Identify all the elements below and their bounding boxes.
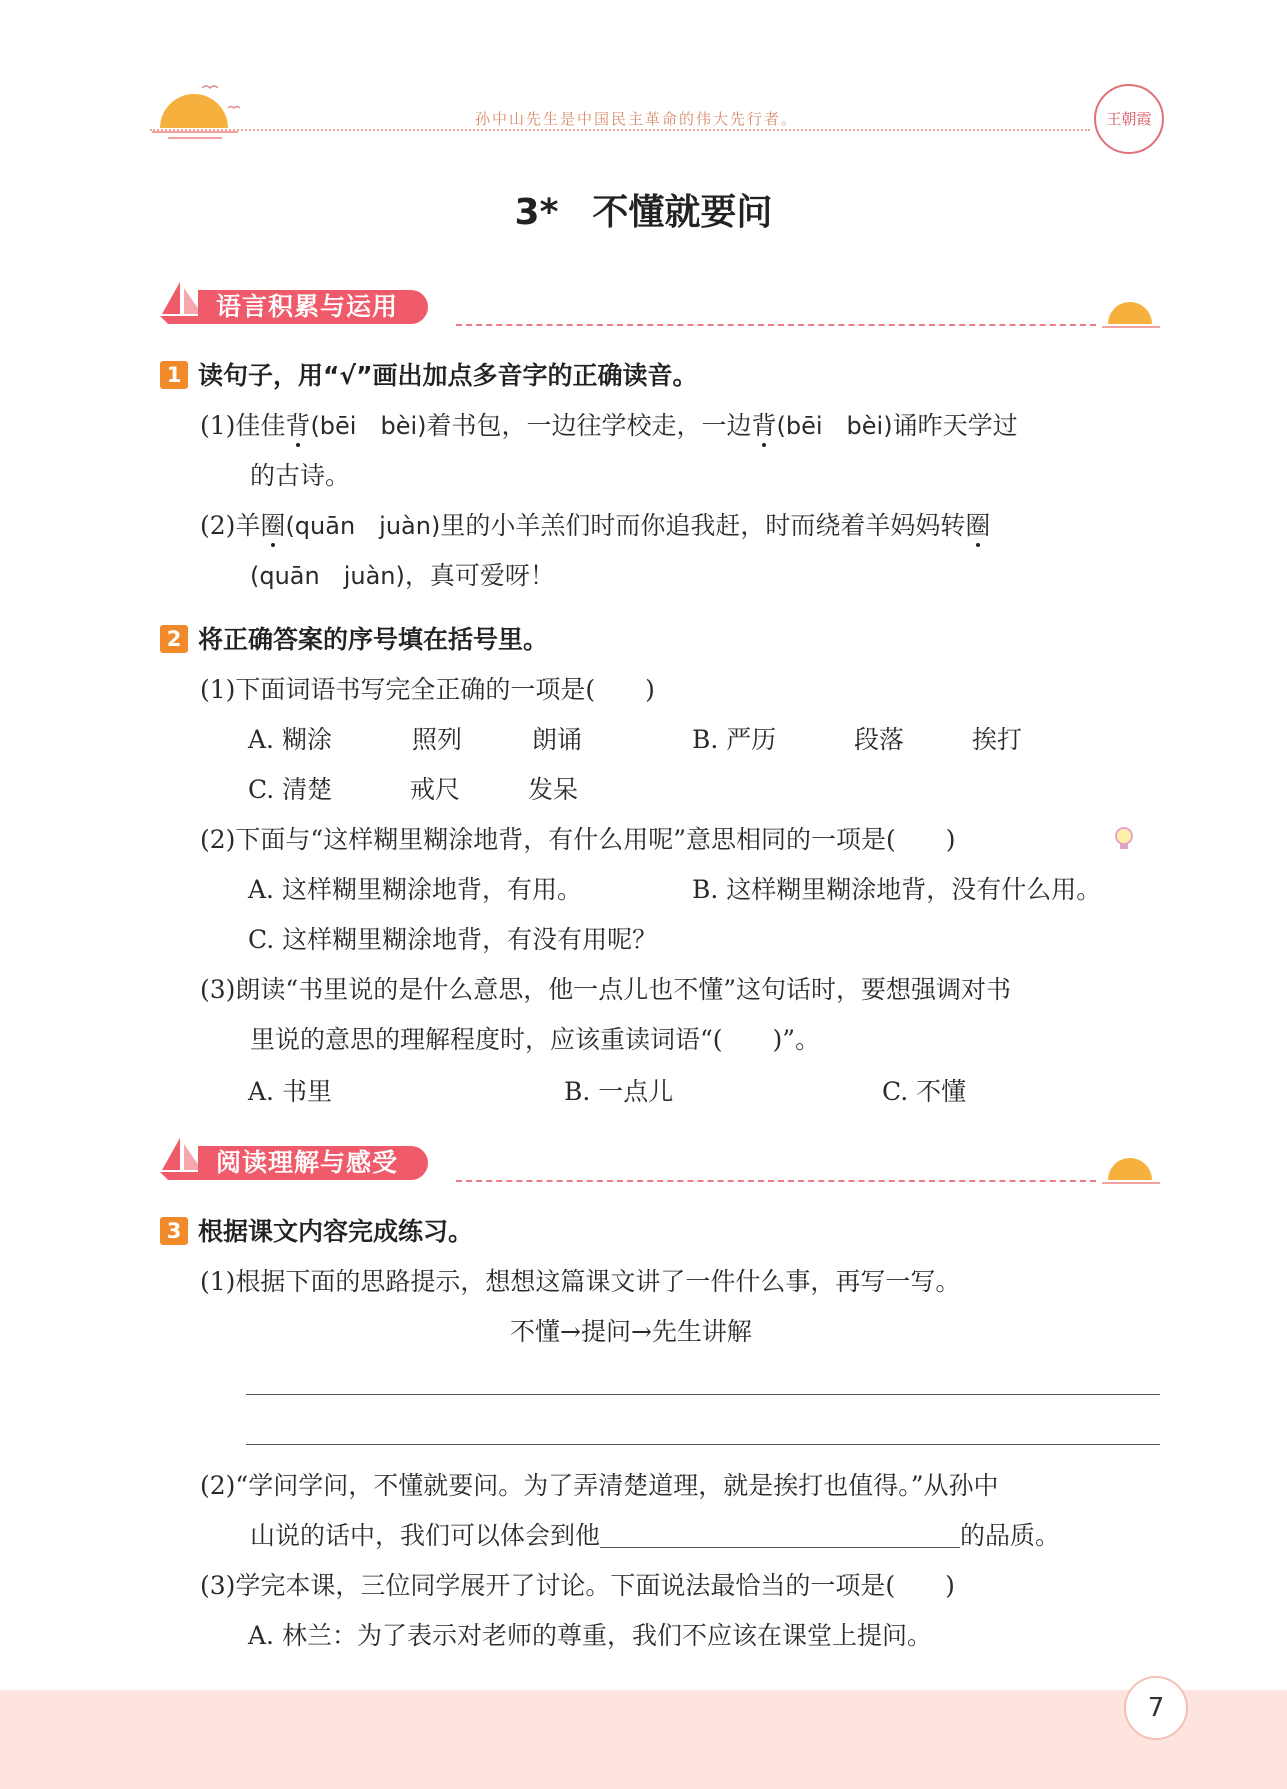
option-b-word-3: 挨打 [972, 725, 1023, 754]
lesson-title: 不懂就要问 [592, 192, 773, 233]
lightbulb-icon [1112, 826, 1136, 852]
q2-3-option-b[interactable]: B. 一点儿 [564, 1077, 674, 1106]
section-divider [456, 324, 1096, 326]
text: (1)佳佳 [200, 411, 286, 440]
footer-band [0, 1690, 1287, 1789]
sun-icon [1102, 294, 1162, 334]
q1-sentence-1 [200, 406, 1018, 442]
text: ，真可爱呀！ [404, 561, 555, 590]
answer-line-1[interactable] [246, 1394, 1160, 1395]
q3-part-3[interactable]: (3)学完本课，三位同学展开了讨论。下面说法最恰当的一项是( ) [200, 1571, 955, 1600]
question-1-heading [160, 356, 698, 392]
pinyin-choice[interactable]: (quān juàn) [285, 512, 441, 540]
question-number-badge: 1 [160, 361, 188, 389]
question-number-badge: 3 [160, 1217, 188, 1245]
question-number-badge: 2 [160, 625, 188, 653]
option-b-word-1[interactable]: B. 严历 [692, 725, 777, 754]
q2-part-2[interactable]: (2)下面与“这样糊里糊涂地背，有什么用呢”意思相同的一项是( ) [200, 825, 956, 854]
q2-part-1[interactable]: (1)下面词语书写完全正确的一项是( ) [200, 675, 655, 704]
sunset-icon [148, 80, 248, 150]
q2-part-3: (3)朗读“书里说的是什么意思，他一点儿也不懂”这句话时，要想强调对书 [200, 975, 1011, 1004]
q3-part-1: (1)根据下面的思路提示，想想这篇课文讲了一件什么事，再写一写。 [200, 1267, 961, 1296]
sun-icon [1102, 1150, 1162, 1190]
text: 里的小羊羔们时而你追我赶，时而绕着羊妈妈转 [440, 511, 966, 540]
pinyin-choice[interactable]: (quān juàn) [250, 562, 405, 590]
section-divider [456, 1180, 1096, 1182]
logo-stamp: 王朝霞 [1094, 84, 1164, 154]
text: 着书包，一边往学校走，一边 [426, 411, 752, 440]
question-3-heading [160, 1212, 473, 1248]
text: (2)羊 [200, 511, 261, 540]
text: 的品质。 [960, 1521, 1061, 1550]
option-c-word-3: 发呆 [528, 775, 579, 804]
pinyin-choice[interactable]: (bēi bèi) [776, 412, 893, 440]
fill-in-blank[interactable] [600, 1521, 960, 1548]
section-banner-language: 语言积累与运用 [198, 290, 428, 324]
q3-3-option-a[interactable]: A. 林兰：为了表示对老师的尊重，我们不应该在课堂上提问。 [248, 1621, 932, 1650]
question-2-heading [160, 620, 548, 656]
q2-part-3-cont[interactable]: 里说的意思的理解程度时，应该重读词语“( )”。 [250, 1025, 821, 1054]
option-c-word-2: 戒尺 [410, 775, 461, 804]
q2-2-option-b[interactable]: B. 这样糊里糊涂地背，没有什么用。 [692, 875, 1102, 904]
q1-sentence-2 [200, 506, 990, 542]
q1-sentence-1-cont: 的古诗。 [250, 461, 351, 490]
q2-3-option-c[interactable]: C. 不懂 [882, 1077, 967, 1106]
answer-line-2[interactable] [246, 1444, 1160, 1445]
option-a-word-2: 照列 [412, 725, 463, 754]
dotted-char: 背 [285, 411, 311, 440]
header-motto: 孙中山先生是中国民主革命的伟大先行者。 [475, 110, 799, 128]
q2-2-option-a[interactable]: A. 这样糊里糊涂地背，有用。 [248, 875, 582, 904]
q3-part-2: (2)“学问学问，不懂就要问。为了弄清楚道理，就是挨打也值得。”从孙中 [200, 1471, 999, 1500]
q2-3-option-a[interactable]: A. 书里 [248, 1077, 332, 1106]
option-b-word-2: 段落 [854, 725, 905, 754]
option-c-word-1[interactable]: C. 清楚 [248, 775, 333, 804]
option-a-word-3: 朗诵 [532, 725, 583, 754]
question-2-text: 将正确答案的序号填在括号里。 [198, 625, 549, 654]
question-3-text: 根据课文内容完成练习。 [198, 1217, 474, 1246]
header-dotted-line [150, 129, 1090, 131]
section-banner-reading: 阅读理解与感受 [198, 1146, 428, 1180]
q2-2-option-c[interactable]: C. 这样糊里糊涂地背，有没有用呢？ [248, 925, 658, 954]
q3-part-2-cont [250, 1516, 1060, 1552]
page-number: 7 [1124, 1676, 1188, 1740]
dotted-char: 圈 [260, 511, 286, 540]
text: 山说的话中，我们可以体会到他 [250, 1521, 601, 1550]
q3-flow-hint: 不懂→提问→先生讲解 [510, 1317, 752, 1346]
question-1-text: 读句子，用“√”画出加点多音字的正确读音。 [198, 361, 698, 390]
dotted-char: 圈 [965, 511, 991, 540]
pinyin-choice[interactable]: (bēi bèi) [310, 412, 427, 440]
text: 诵昨天学过 [892, 411, 1018, 440]
page-title [0, 184, 1287, 235]
option-a-word-1[interactable]: A. 糊涂 [248, 725, 332, 754]
dotted-char: 背 [751, 411, 777, 440]
q1-sentence-2-cont [250, 556, 555, 592]
lesson-number: 3* [514, 192, 559, 233]
